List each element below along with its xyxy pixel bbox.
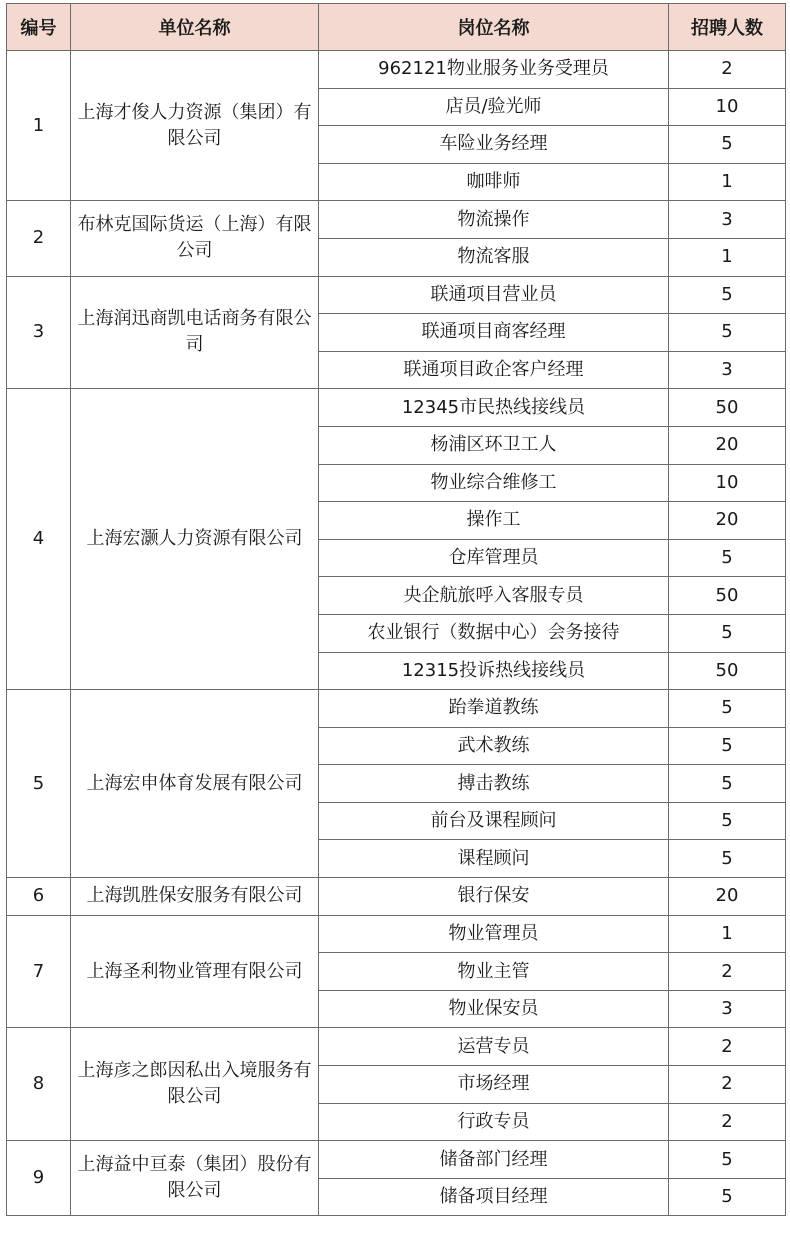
company-name: 布林克国际货运（上海）有限公司: [71, 201, 319, 276]
hire-count: 20: [669, 502, 786, 540]
hire-count: 5: [669, 1178, 786, 1216]
hire-count: 5: [669, 765, 786, 803]
table-row: [7, 915, 786, 953]
position-title: 物业综合维修工: [319, 464, 669, 502]
company-name: 上海益中亘泰（集团）股份有限公司: [71, 1141, 319, 1216]
company-number: 7: [7, 915, 71, 1028]
hire-count: 2: [669, 1066, 786, 1104]
company-number: 3: [7, 276, 71, 389]
company-name: 上海圣利物业管理有限公司: [71, 915, 319, 1028]
position-title: 搏击教练: [319, 765, 669, 803]
position-title: 联通项目政企客户经理: [319, 351, 669, 389]
table-row: [7, 276, 786, 314]
position-title: 运营专员: [319, 1028, 669, 1066]
position-title: 前台及课程顾问: [319, 802, 669, 840]
position-title: 跆拳道教练: [319, 690, 669, 728]
hire-count: 10: [669, 464, 786, 502]
hire-count: 20: [669, 878, 786, 916]
company-number: 8: [7, 1028, 71, 1141]
table-row: [7, 878, 786, 916]
hire-count: 5: [669, 690, 786, 728]
hire-count: 5: [669, 614, 786, 652]
position-title: 12315投诉热线接线员: [319, 652, 669, 690]
position-title: 咖啡师: [319, 163, 669, 201]
hire-count: 3: [669, 201, 786, 239]
hire-count: 2: [669, 953, 786, 991]
header-position: 岗位名称: [319, 4, 669, 51]
position-title: 农业银行（数据中心）会务接待: [319, 614, 669, 652]
position-title: 车险业务经理: [319, 126, 669, 164]
hire-count: 1: [669, 238, 786, 276]
position-title: 储备项目经理: [319, 1178, 669, 1216]
hire-count: 3: [669, 990, 786, 1028]
hire-count: 2: [669, 1028, 786, 1066]
table-row: [7, 51, 786, 89]
hire-count: 5: [669, 802, 786, 840]
header-no: 编号: [7, 4, 71, 51]
company-name: 上海凯胜保安服务有限公司: [71, 878, 319, 916]
table-row: [7, 389, 786, 427]
position-title: 操作工: [319, 502, 669, 540]
company-number: 9: [7, 1141, 71, 1216]
position-title: 物业管理员: [319, 915, 669, 953]
company-name: 上海彦之郎因私出入境服务有限公司: [71, 1028, 319, 1141]
company-number: 1: [7, 51, 71, 201]
hire-count: 10: [669, 88, 786, 126]
company-name: 上海才俊人力资源（集团）有限公司: [71, 51, 319, 201]
hire-count: 2: [669, 1103, 786, 1141]
company-name: 上海润迅商凯电话商务有限公司: [71, 276, 319, 389]
position-title: 杨浦区环卫工人: [319, 426, 669, 464]
hire-count: 5: [669, 840, 786, 878]
position-title: 仓库管理员: [319, 539, 669, 577]
position-title: 联通项目营业员: [319, 276, 669, 314]
table-row: [7, 1028, 786, 1066]
hire-count: 5: [669, 539, 786, 577]
hire-count: 1: [669, 163, 786, 201]
position-title: 市场经理: [319, 1066, 669, 1104]
position-title: 储备部门经理: [319, 1141, 669, 1179]
hire-count: 5: [669, 727, 786, 765]
hire-count: 5: [669, 126, 786, 164]
hire-count: 5: [669, 276, 786, 314]
position-title: 店员/验光师: [319, 88, 669, 126]
header-row: [7, 4, 786, 51]
position-title: 12345市民热线接线员: [319, 389, 669, 427]
table-body: [7, 51, 786, 1216]
hire-count: 3: [669, 351, 786, 389]
recruitment-table: [6, 3, 786, 1216]
company-number: 2: [7, 201, 71, 276]
position-title: 行政专员: [319, 1103, 669, 1141]
position-title: 物业保安员: [319, 990, 669, 1028]
company-number: 5: [7, 690, 71, 878]
hire-count: 5: [669, 1141, 786, 1179]
position-title: 物业主管: [319, 953, 669, 991]
hire-count: 50: [669, 652, 786, 690]
table-row: [7, 201, 786, 239]
hire-count: 50: [669, 577, 786, 615]
header-company: 单位名称: [71, 4, 319, 51]
position-title: 武术教练: [319, 727, 669, 765]
hire-count: 1: [669, 915, 786, 953]
header-count: 招聘人数: [669, 4, 786, 51]
position-title: 物流操作: [319, 201, 669, 239]
position-title: 央企航旅呼入客服专员: [319, 577, 669, 615]
company-name: 上海宏灏人力资源有限公司: [71, 389, 319, 690]
hire-count: 50: [669, 389, 786, 427]
position-title: 物流客服: [319, 238, 669, 276]
company-number: 6: [7, 878, 71, 916]
hire-count: 5: [669, 314, 786, 352]
position-title: 962121物业服务业务受理员: [319, 51, 669, 89]
position-title: 联通项目商客经理: [319, 314, 669, 352]
company-name: 上海宏申体育发展有限公司: [71, 690, 319, 878]
hire-count: 20: [669, 426, 786, 464]
position-title: 课程顾问: [319, 840, 669, 878]
table-row: [7, 690, 786, 728]
company-number: 4: [7, 389, 71, 690]
hire-count: 2: [669, 51, 786, 89]
position-title: 银行保安: [319, 878, 669, 916]
table-row: [7, 1141, 786, 1179]
